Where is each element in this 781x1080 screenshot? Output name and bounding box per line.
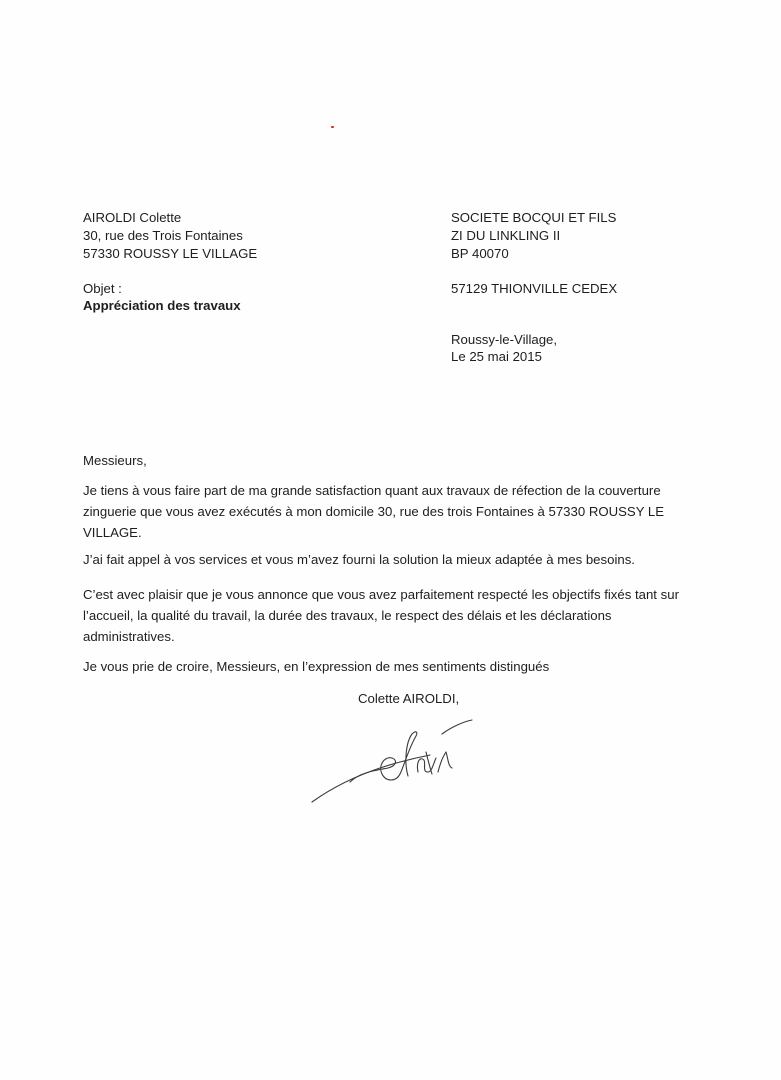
paragraph-services: J’ai fait appel à vos services et vous m’avez fourni la solution la mieux adaptée à mes besoins. — [83, 552, 635, 567]
paragraph-satisfaction: Je tiens à vous faire part de ma grande satisfaction quant aux travaux de réfection de la couverture zinguerie que vous avez exécutés à mon domicile 30, rue des trois Fontaines à 57330 ROUSSY LE VILLAGE. — [83, 483, 665, 540]
recipient-city: 57129 THIONVILLE CEDEX — [451, 281, 618, 296]
handwritten-signature — [300, 712, 480, 812]
sender-city: 57330 ROUSSY LE VILLAGE — [83, 246, 258, 261]
sender-street: 30, rue des Trois Fontaines — [83, 228, 243, 243]
sender-name: AIROLDI Colette — [83, 210, 182, 225]
recipient-po-box: BP 40070 — [451, 246, 509, 261]
letter-place: Roussy-le-Village, — [451, 332, 558, 347]
red-speck — [331, 126, 334, 128]
subject-label: Objet : — [83, 281, 122, 296]
letter-date: Le 25 mai 2015 — [451, 349, 542, 364]
paragraph-objectives: C’est avec plaisir que je vous annonce que vous avez parfaitement respecté les objectifs fixés tant sur l’accueil, la qualité du travail, la durée des travaux, le respect des délais et les déclarations administratives. — [83, 587, 679, 644]
recipient-zone: ZI DU LINKLING II — [451, 228, 561, 243]
salutation: Messieurs, — [83, 453, 147, 468]
signatory-name: Colette AIROLDI, — [358, 691, 460, 706]
subject-text: Appréciation des travaux — [83, 298, 241, 313]
recipient-company: SOCIETE BOCQUI ET FILS — [451, 210, 617, 225]
paragraph-closing-formula: Je vous prie de croire, Messieurs, en l’expression de mes sentiments distingués — [83, 659, 550, 674]
